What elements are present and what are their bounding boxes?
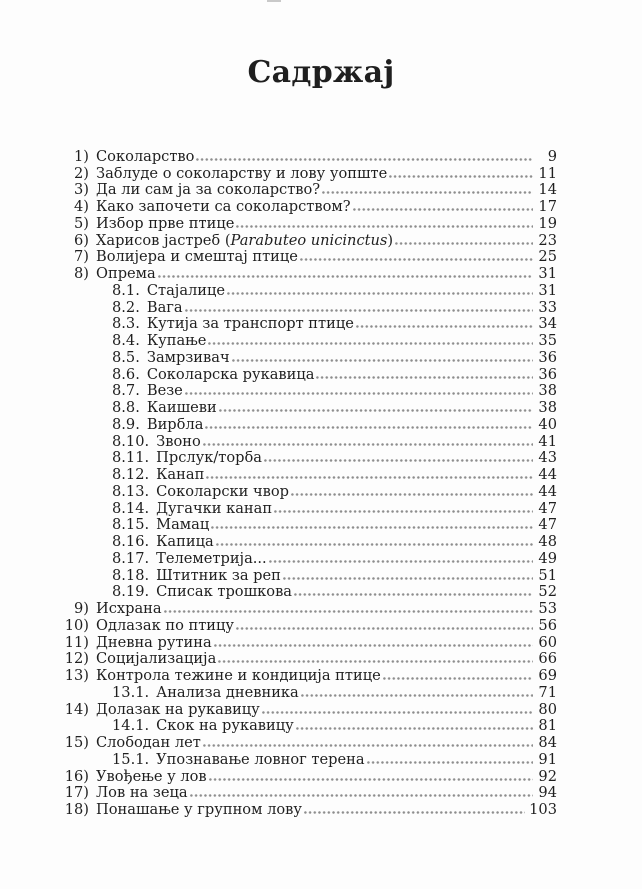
toc-entry-number: 8.15. bbox=[112, 516, 150, 534]
toc-entry-label: Како започети са соколарством? bbox=[96, 198, 351, 215]
toc-entry-number: 8.11. bbox=[112, 449, 150, 467]
toc-entry-label: Анализа дневника bbox=[156, 683, 299, 701]
toc-entry-label: Опрема bbox=[96, 265, 156, 282]
toc-entry-number: 7) bbox=[74, 248, 89, 266]
toc-entry-label: Штитник за реп bbox=[156, 566, 281, 584]
dot-leader bbox=[211, 525, 533, 530]
toc-entry-number: 18) bbox=[64, 801, 89, 818]
toc-entry-number: 8.14. bbox=[112, 499, 150, 517]
toc-entry bbox=[61, 684, 557, 701]
dot-leader bbox=[356, 324, 533, 329]
toc-entry bbox=[61, 198, 557, 215]
toc-entry bbox=[61, 667, 557, 684]
toc-entry bbox=[61, 584, 557, 601]
toc-entry bbox=[61, 215, 557, 232]
toc-entry-label: Звоно bbox=[156, 432, 201, 450]
toc-entry-number: 6) bbox=[74, 231, 89, 249]
toc-entry-page: 25 bbox=[538, 248, 557, 266]
toc-entry-label: Списак трошкова bbox=[156, 583, 292, 601]
toc-entry bbox=[61, 416, 557, 433]
toc-entry bbox=[61, 734, 557, 751]
toc-entry-number: 8.9. bbox=[112, 415, 140, 433]
toc-entry-number: 8.5. bbox=[112, 348, 140, 366]
toc-entry-page: 94 bbox=[538, 784, 557, 802]
toc-entry bbox=[61, 533, 557, 550]
dot-leader bbox=[196, 157, 533, 162]
toc-entry-number: 1) bbox=[74, 147, 89, 165]
toc-entry-page: 69 bbox=[538, 667, 557, 684]
toc-entry-page: 41 bbox=[538, 432, 557, 450]
toc-entry bbox=[61, 148, 557, 165]
toc-entry bbox=[61, 600, 557, 617]
toc-entry-label: Увођење у лов bbox=[96, 767, 207, 785]
toc-entry-page: 51 bbox=[538, 566, 557, 584]
toc-entry-number: 5) bbox=[74, 214, 89, 232]
toc-entry bbox=[61, 249, 557, 266]
toc-entry bbox=[61, 718, 557, 735]
toc-entry-number: 16) bbox=[64, 767, 89, 785]
toc-entry-label: Соколарски чвор bbox=[156, 482, 289, 500]
toc-entry-number: 11) bbox=[64, 633, 89, 651]
toc-entry-label: Слободан лет bbox=[96, 734, 201, 751]
toc-entry-label: Долазак на рукавицу bbox=[96, 700, 260, 718]
toc-entry bbox=[61, 433, 557, 450]
toc-entry-page: 36 bbox=[538, 348, 557, 366]
toc-entry-page: 38 bbox=[538, 382, 557, 400]
dot-leader bbox=[227, 291, 533, 296]
toc-entry-number: 8.19. bbox=[112, 583, 150, 601]
toc-entry-number: 10) bbox=[64, 616, 89, 634]
toc-entry bbox=[61, 265, 557, 282]
toc-entry-page: 80 bbox=[538, 700, 557, 718]
dot-leader bbox=[322, 190, 533, 195]
toc-entry-page: 84 bbox=[538, 734, 557, 751]
dot-leader bbox=[158, 274, 533, 279]
toc-entry-number: 8.12. bbox=[112, 466, 150, 483]
toc-entry bbox=[61, 701, 557, 718]
toc-entry-label: Да ли сам ја за соколарство? bbox=[96, 181, 321, 199]
toc-entry-page: 47 bbox=[538, 516, 557, 534]
dot-leader bbox=[300, 257, 533, 262]
toc-entry-label: Замрзивач bbox=[146, 348, 230, 366]
toc-entry-number: 15.1. bbox=[112, 750, 150, 768]
toc-entry bbox=[61, 349, 557, 366]
toc-entry-page: 66 bbox=[538, 650, 557, 668]
toc-entry-label: Дугачки канап bbox=[156, 499, 273, 517]
toc-entry bbox=[61, 801, 557, 818]
dot-leader bbox=[383, 676, 533, 681]
toc-entry-page: 17 bbox=[538, 198, 557, 215]
toc-entry-label: Мамац bbox=[156, 516, 210, 534]
toc-entry-number: 13.1. bbox=[112, 683, 150, 701]
dot-leader bbox=[395, 241, 533, 246]
toc-entry-label: Одлазак по птицу bbox=[96, 616, 234, 634]
dot-leader bbox=[236, 224, 533, 229]
toc-entry-page: 31 bbox=[538, 281, 557, 299]
toc-entry-page: 52 bbox=[538, 583, 557, 601]
toc-entry-page: 43 bbox=[538, 449, 557, 467]
toc-entry-number: 14.1. bbox=[112, 717, 150, 735]
toc-entry bbox=[61, 232, 557, 249]
dot-leader bbox=[232, 358, 533, 363]
dot-leader bbox=[304, 810, 525, 815]
toc-entry bbox=[61, 383, 557, 400]
toc-entry-number: 8.18. bbox=[112, 566, 150, 584]
toc-entry-label: Контрола тежине и кондиција птице bbox=[96, 667, 381, 684]
toc-list bbox=[61, 148, 557, 818]
page-title: Садржај bbox=[247, 55, 395, 90]
toc-entry-number: 8.13. bbox=[112, 482, 150, 500]
dot-leader bbox=[185, 308, 533, 313]
toc-entry-label: Упознавање ловног терена bbox=[156, 750, 365, 768]
dot-leader bbox=[164, 609, 533, 614]
toc-entry-page: 14 bbox=[538, 181, 557, 199]
toc-entry bbox=[61, 299, 557, 316]
toc-entry bbox=[61, 366, 557, 383]
dot-leader bbox=[389, 174, 533, 179]
dot-leader bbox=[216, 542, 533, 547]
dot-leader bbox=[353, 207, 533, 212]
toc-entry bbox=[61, 483, 557, 500]
toc-entry bbox=[61, 567, 557, 584]
toc-entry-label: Стајалице bbox=[146, 281, 226, 299]
toc-entry-page: 19 bbox=[538, 214, 557, 232]
dot-leader bbox=[274, 509, 533, 514]
dot-leader bbox=[185, 391, 533, 396]
toc-entry-label: Заблуде о соколарству и лову уопште bbox=[96, 164, 388, 182]
toc-entry-page: 47 bbox=[538, 499, 557, 517]
toc-entry bbox=[61, 182, 557, 199]
dot-leader bbox=[203, 442, 533, 447]
toc-entry bbox=[61, 751, 557, 768]
dot-leader bbox=[301, 693, 533, 698]
toc-entry-label: Соколарство bbox=[96, 147, 195, 165]
dot-leader bbox=[264, 458, 533, 463]
toc-entry-number: 8.6. bbox=[112, 365, 140, 383]
dot-leader bbox=[209, 777, 533, 782]
toc-entry bbox=[61, 165, 557, 182]
toc-entry-page: 60 bbox=[538, 633, 557, 651]
toc-entry-label: Харисов јастреб (Parabuteo unicinctus) bbox=[96, 231, 394, 249]
toc-entry-label: Волијера и смештај птице bbox=[96, 248, 298, 266]
toc-entry-page: 23 bbox=[538, 231, 557, 249]
toc-entry-label: Дневна рутина bbox=[96, 633, 212, 651]
toc-entry-page: 91 bbox=[538, 750, 557, 768]
toc-entry-page: 38 bbox=[538, 399, 557, 416]
toc-entry-page: 35 bbox=[538, 332, 557, 349]
toc-entry-number: 8.17. bbox=[112, 549, 150, 567]
toc-entry-page: 33 bbox=[538, 298, 557, 316]
toc-entry-number: 8.16. bbox=[112, 533, 150, 550]
dot-leader bbox=[219, 408, 533, 413]
toc-entry-page: 44 bbox=[538, 466, 557, 483]
toc-entry-number: 2) bbox=[74, 164, 89, 182]
toc-entry-number: 8.10. bbox=[112, 432, 150, 450]
toc-entry-label: Понашање у групном лову bbox=[96, 801, 302, 818]
toc-entry-page: 40 bbox=[538, 415, 557, 433]
toc-entry bbox=[61, 466, 557, 483]
toc-entry-label: Кутија за транспорт птице bbox=[146, 315, 354, 333]
dot-leader bbox=[296, 726, 533, 731]
toc-entry-number: 8.2. bbox=[112, 298, 140, 316]
toc-entry-label: Социјализација bbox=[96, 650, 217, 668]
toc-entry-page: 103 bbox=[529, 801, 557, 818]
toc-entry-number: 9) bbox=[74, 600, 89, 617]
toc-entry-page: 71 bbox=[538, 683, 557, 701]
toc-entry-number: 14) bbox=[64, 700, 89, 718]
toc-entry bbox=[61, 617, 557, 634]
toc-entry-label: Вирбла bbox=[146, 415, 204, 433]
dot-leader bbox=[205, 425, 533, 430]
toc-entry-number: 15) bbox=[64, 734, 89, 751]
dot-leader bbox=[294, 592, 533, 597]
dot-leader bbox=[316, 375, 533, 380]
toc-entry bbox=[61, 282, 557, 299]
toc-entry-page: 53 bbox=[538, 600, 557, 617]
toc-entry-page: 92 bbox=[538, 767, 557, 785]
toc-entry-label: Лов на зеца bbox=[96, 784, 188, 802]
toc-entry-number: 8.8. bbox=[112, 399, 140, 416]
dot-leader bbox=[291, 492, 533, 497]
toc-entry-number: 3) bbox=[74, 181, 89, 199]
toc-entry-number: 8.7. bbox=[112, 382, 140, 400]
toc-entry-label: Прслук/торба bbox=[156, 449, 262, 467]
toc-entry-number: 17) bbox=[64, 784, 89, 802]
toc-entry-page: 81 bbox=[538, 717, 557, 735]
dot-leader bbox=[367, 760, 533, 765]
toc-entry-page: 11 bbox=[538, 164, 557, 182]
scan-artifact bbox=[267, 0, 281, 2]
toc-entry bbox=[61, 332, 557, 349]
toc-entry-label: Соколарска рукавица bbox=[146, 365, 315, 383]
toc-entry bbox=[61, 785, 557, 802]
dot-leader bbox=[262, 710, 533, 715]
dot-leader bbox=[236, 626, 533, 631]
toc-entry-page: 9 bbox=[547, 147, 557, 165]
dot-leader bbox=[269, 559, 533, 564]
dot-leader bbox=[203, 743, 533, 748]
toc-entry-label: Везе bbox=[146, 382, 183, 400]
dot-leader bbox=[214, 643, 533, 648]
toc-entry-number: 12) bbox=[64, 650, 89, 668]
dot-leader bbox=[283, 576, 533, 581]
toc-entry-page: 56 bbox=[538, 616, 557, 634]
toc-entry-label: Канап bbox=[156, 466, 205, 483]
dot-leader bbox=[218, 659, 533, 664]
toc-entry-label: Купање bbox=[146, 332, 207, 349]
toc-entry-number: 8.4. bbox=[112, 332, 140, 349]
toc-entry-label: Исхрана bbox=[96, 600, 162, 617]
toc-entry-label: Телеметрија... bbox=[156, 549, 267, 567]
toc-entry bbox=[61, 450, 557, 467]
toc-entry-page: 31 bbox=[538, 265, 557, 282]
toc-entry bbox=[61, 517, 557, 534]
toc-entry bbox=[61, 768, 557, 785]
toc-entry bbox=[61, 399, 557, 416]
toc-entry-label: Капица bbox=[156, 533, 214, 550]
toc-entry bbox=[61, 550, 557, 567]
toc-entry bbox=[61, 500, 557, 517]
toc-entry-label: Избор прве птице bbox=[96, 214, 235, 232]
toc-entry-number: 8.1. bbox=[112, 281, 140, 299]
toc-entry-page: 48 bbox=[538, 533, 557, 550]
toc-entry-page: 34 bbox=[538, 315, 557, 333]
toc-entry-label: Скок на рукавицу bbox=[156, 717, 294, 735]
toc-entry-label: Каишеви bbox=[146, 399, 217, 416]
toc-entry-label: Вага bbox=[146, 298, 183, 316]
toc-entry-number: 8) bbox=[74, 265, 89, 282]
toc-entry-number: 13) bbox=[64, 667, 89, 684]
toc-entry bbox=[61, 634, 557, 651]
dot-leader bbox=[190, 793, 533, 798]
toc-entry-page: 49 bbox=[538, 549, 557, 567]
dot-leader bbox=[208, 341, 533, 346]
toc-entry-number: 8.3. bbox=[112, 315, 140, 333]
toc-entry-page: 44 bbox=[538, 482, 557, 500]
toc-entry bbox=[61, 316, 557, 333]
toc-entry-number: 4) bbox=[74, 198, 89, 215]
toc-entry bbox=[61, 651, 557, 668]
toc-entry-page: 36 bbox=[538, 365, 557, 383]
dot-leader bbox=[206, 475, 533, 480]
